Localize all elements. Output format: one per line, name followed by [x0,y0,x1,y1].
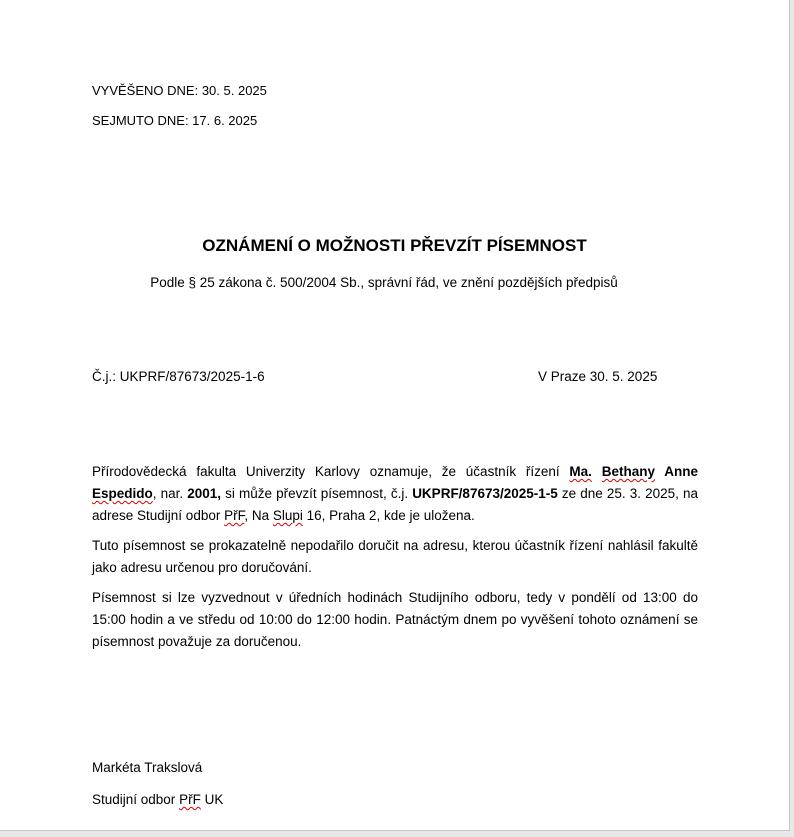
document-title: OZNÁMENÍ O MOŽNOSTI PŘEVZÍT PÍSEMNOST [202,236,587,255]
birth-year: 2001, [187,486,222,501]
name-first: Bethany [601,464,655,479]
paragraph-pickup: Písemnost si lze vyzvednout v úředních hodinách Studijního odboru, tedy v pondělí od 13:00 do 15:00 hodin a ve středu od 10:00 do 12:00 hodin. Patnáctým dnem po vyvěšení tohoto oznámení se písemnost považuje za doručenou. [92,590,698,649]
paragraph-delivery: Tuto písemnost se prokazatelně nepodařilo doručit na adresu, kterou účastník řízení nahlásil fakultě jako adresu určenou pro doručování. [92,538,698,575]
place-date: V Praze 30. 5. 2025 [538,369,658,384]
posted-date: VYVĚŠENO DNE: 30. 5. 2025 [92,83,267,98]
signature-name: Markéta Trakslová [92,760,203,775]
name-title: Ma. [569,464,592,479]
removed-date: SEJMUTO DNE: 17. 6. 2025 [92,113,258,128]
paragraph-notice: Přírodovědecká fakulta Univerzity Karlovy oznamuje, že účastník řízení Ma. Bethany Anne Espedido, nar. 2001, si může převzít písemnost, č.j. UKPRF/87673/2025-1-5 ze dne 25. 3. 2025, na adrese Studijní odbor PřF, Na Slupi 16, Praha 2, kde je uložena. [92,464,698,523]
signature-department: Studijní odbor PřF UK [92,792,224,807]
document-subtitle: Podle § 25 zákona č. 500/2004 Sb., správní řád, ve znění pozdějších předpisů [150,275,618,290]
name-last: Espedido [92,486,153,501]
document-reference: UKPRF/87673/2025-1-5 [412,486,558,501]
reference-number: Č.j.: UKPRF/87673/2025-1-6 [92,369,265,384]
name-middle: Anne [664,464,698,479]
